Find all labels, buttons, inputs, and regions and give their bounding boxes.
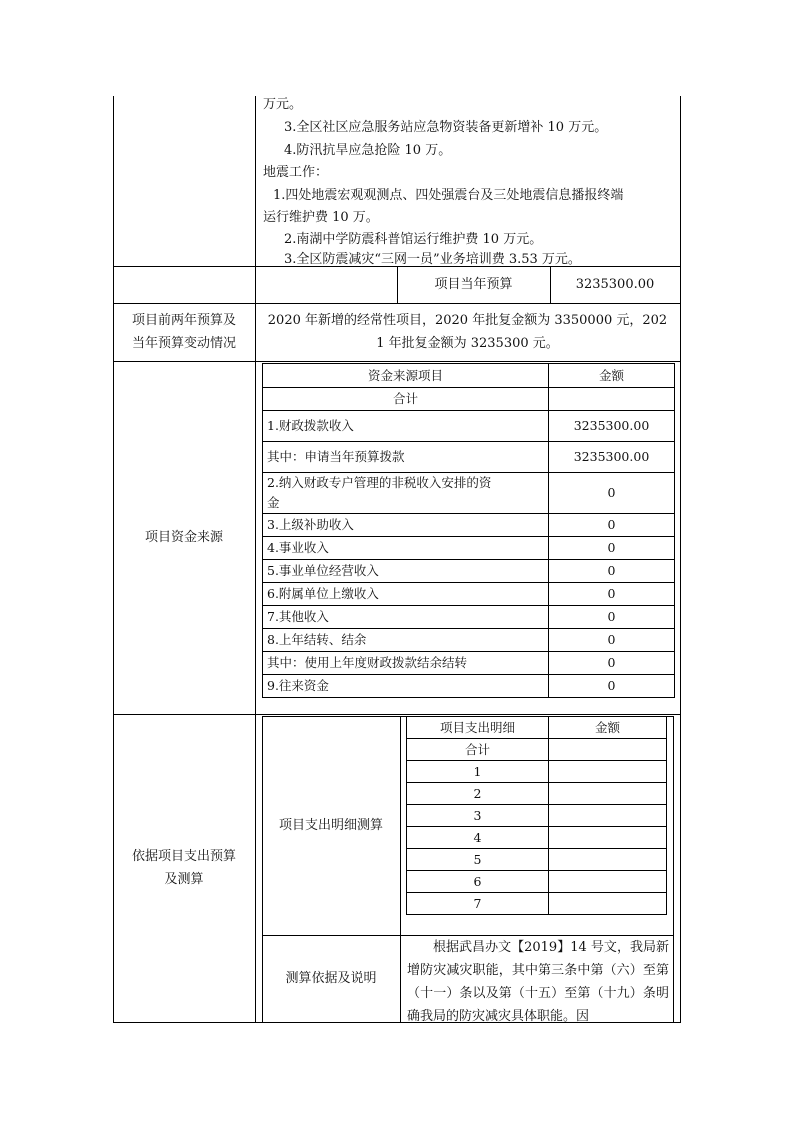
text-line: 1.四处地震宏观观测点、四处强震台及三处地震信息播报终端 <box>273 188 624 203</box>
table-row <box>263 537 675 560</box>
table-row <box>407 871 667 893</box>
column-header-item: 项目支出明细 <box>407 717 549 739</box>
row-amount <box>549 849 667 871</box>
table-row <box>263 473 675 514</box>
funding-item: 其中：申请当年预算拨款 <box>263 442 549 473</box>
table-header-row <box>263 364 675 388</box>
column-header-amount: 金额 <box>549 717 667 739</box>
funding-item: 8.上年结转、结余 <box>263 629 549 652</box>
total-amount <box>549 388 675 411</box>
total-label: 合计 <box>263 388 549 411</box>
detail-label: 项目支出明细测算 <box>278 818 383 833</box>
text-line: 地震工作： <box>263 165 329 180</box>
basis-label: 测算依据及说明 <box>285 971 377 986</box>
expenditure-label-line: 依据项目支出预算 <box>131 849 236 864</box>
funding-item: 7.其他收入 <box>263 606 549 629</box>
budget-label: 项目当年预算 <box>434 277 513 292</box>
funding-item: 9.往来资金 <box>263 675 549 698</box>
table-row <box>407 761 667 783</box>
row-amount <box>549 805 667 827</box>
table-row <box>263 442 675 473</box>
funding-item: 1.财政拨款收入 <box>263 411 549 442</box>
table-header-row <box>407 717 667 739</box>
history-label-line: 项目前两年预算及 <box>131 313 236 328</box>
row-amount <box>549 783 667 805</box>
funding-amount: 0 <box>549 537 675 560</box>
row-amount <box>549 827 667 849</box>
funding-amount: 3235300.00 <box>549 442 675 473</box>
row-amount <box>549 893 667 915</box>
text-line: 运行维护费 10 万。 <box>263 210 379 225</box>
row-number: 5 <box>407 849 549 871</box>
table-row <box>407 827 667 849</box>
text-line: 4.防汛抗旱应急抢险 10 万。 <box>284 143 452 158</box>
label-column-divider <box>255 96 256 1023</box>
table-row <box>263 629 675 652</box>
history-label-line: 当年预算变动情况 <box>131 336 236 351</box>
inner-box-divider <box>400 716 401 1022</box>
row-number: 2 <box>407 783 549 805</box>
table-row <box>263 675 675 698</box>
funding-amount: 0 <box>549 560 675 583</box>
table-row <box>263 606 675 629</box>
funding-item-line: 金 <box>267 495 280 510</box>
table-row <box>407 805 667 827</box>
table-row <box>263 514 675 537</box>
expenditure-table <box>406 716 667 915</box>
history-text-line: 1 年批复金额为 3235300 元。 <box>376 336 559 351</box>
column-header-item: 资金来源项目 <box>263 364 549 388</box>
funding-item: 6.附属单位上缴收入 <box>263 583 549 606</box>
table-row <box>263 560 675 583</box>
expenditure-label <box>113 714 255 1022</box>
expenditure-label-line: 及测算 <box>164 872 204 887</box>
funding-item: 4.事业收入 <box>263 537 549 560</box>
funding-amount: 0 <box>549 652 675 675</box>
table-row <box>407 849 667 871</box>
history-text <box>255 303 680 361</box>
table-row <box>263 652 675 675</box>
funding-table <box>262 363 675 698</box>
table-row <box>407 893 667 915</box>
table-row <box>263 583 675 606</box>
row-amount <box>549 871 667 893</box>
budget-value: 3235300.00 <box>575 277 655 292</box>
funding-amount: 0 <box>549 629 675 652</box>
funding-label: 项目资金来源 <box>144 530 223 545</box>
basis-text: 根据武昌办文【2019】14 号文，我局新增防灾减灾职能，其中第三条中第（六）至第（十一）条以及第（十五）至第（十九）条明确我局的防灾减灾具体职能。因 <box>407 940 669 1024</box>
column-header-amount: 金额 <box>549 364 675 388</box>
funding-amount: 0 <box>549 514 675 537</box>
funding-amount: 0 <box>549 473 675 514</box>
funding-amount: 3235300.00 <box>549 411 675 442</box>
row-number: 6 <box>407 871 549 893</box>
total-amount <box>549 739 667 761</box>
history-label <box>113 303 255 361</box>
outer-right-border <box>680 96 681 1023</box>
table-row <box>407 783 667 805</box>
total-row <box>407 739 667 761</box>
funding-amount: 0 <box>549 675 675 698</box>
funding-item <box>263 473 549 514</box>
history-text-line: 2020 年新增的经常性项目，2020 年批复金额为 3350000 元，202 <box>267 313 668 328</box>
inner-box-right <box>673 716 674 1022</box>
row-number: 4 <box>407 827 549 849</box>
total-row <box>263 388 675 411</box>
row-number: 7 <box>407 893 549 915</box>
text-line: 3.全区社区应急服务站应急物资装备更新增补 10 万元。 <box>284 120 608 135</box>
row-number: 3 <box>407 805 549 827</box>
total-label: 合计 <box>407 739 549 761</box>
row-number: 1 <box>407 761 549 783</box>
funding-item: 其中：使用上年度财政拨款结余结转 <box>263 652 549 675</box>
funding-amount: 0 <box>549 606 675 629</box>
row-amount <box>549 761 667 783</box>
table-row <box>263 411 675 442</box>
funding-item: 3.上级补助收入 <box>263 514 549 537</box>
funding-item-line: 2.纳入财政专户管理的非税收入安排的资 <box>267 475 492 490</box>
funding-item: 5.事业单位经营收入 <box>263 560 549 583</box>
text-line: 2.南湖中学防震科普馆运行维护费 10 万元。 <box>284 232 543 247</box>
text-line: 万元。 <box>263 97 303 112</box>
text-line: 3.全区防震减灾“三网一员”业务培训费 3.53 万元。 <box>284 252 581 267</box>
funding-amount: 0 <box>549 583 675 606</box>
